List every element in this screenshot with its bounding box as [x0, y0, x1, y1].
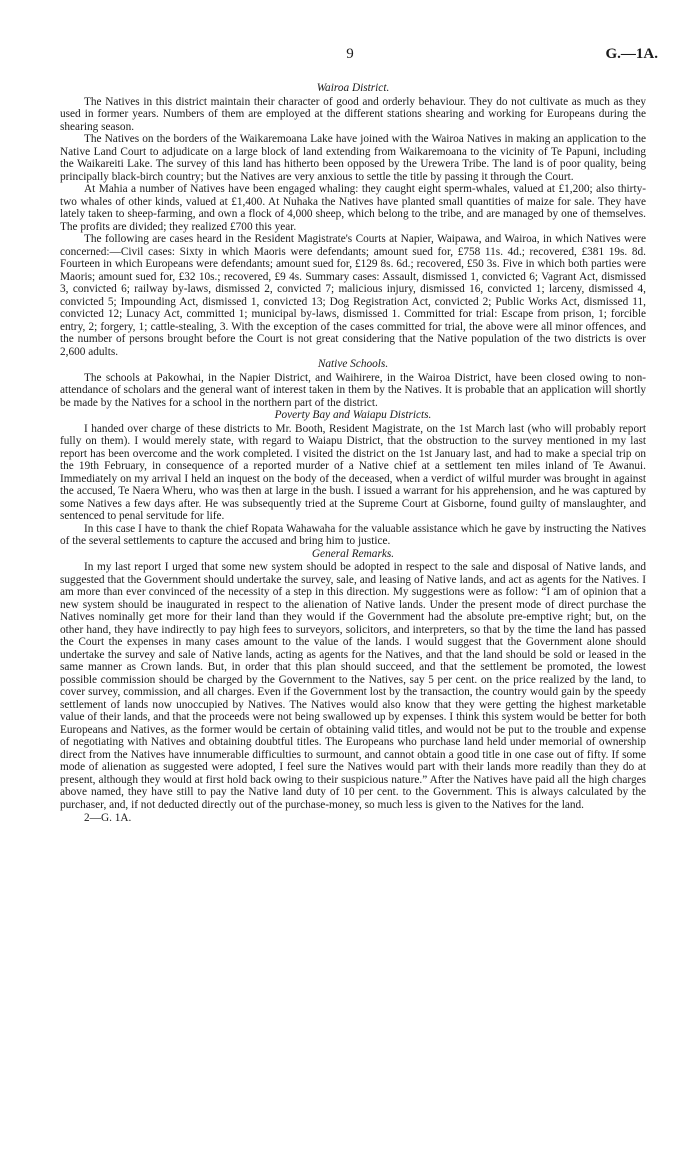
document-body: [60, 82, 646, 825]
paragraph: In this case I have to thank the chief Ropata Wahawaha for the valuable assistance which he gave by instructing the Natives of the several settlements to capture the accused and bring him to justice.: [60, 522, 646, 547]
signature-code: 2—G. 1A.: [84, 812, 132, 824]
section-title-general-remarks: General Remarks.: [311, 547, 395, 560]
paragraph: In my last report I urged that some new system should be adopted in respect to the sale and disposal of Native lands, and suggested that the Government should undertake the survey, sale, and leasing of Native lands, and act as agents for the Natives. I am more than ever convinced of the necessity of a step in this direction. My suggestions were as follow: “I am of opinion that a new system should be inaugurated in respect to the alienation of Native lands. Under the present mode of direct purchase the Natives nominally get more for their land than they would if the Government had the absolute pre-emptive right; but, on the other hand, they have indirectly to pay high fees to surveyors, solicitors, and interpreters, so that by the time the land has passed the Court the expenses in many cases amount to the value of the lands. I would suggest that the Government alone should undertake the survey and sale of Native lands, acting as agents for the Natives, and that the land should be sold or leased in the same manner as Crown lands. But, in order that this plan should succeed, and that the settlement be promoted, the lowest possible commission should be charged by the Government to the Natives, say 5 per cent. on the price realized by the land, to cover survey, commission, and all charges. Even if the Government lost by the transaction, the country would gain by the speedy settlement of lands now unoccupied by Natives. The Natives would also know that they were getting the highest marketable value of their lands, and that the proceeds were not being swallowed up by expenses. I think this system would be better for both Europeans and Natives, as the former would be certain of obtaining valid titles, and would not be put to the trouble and expense of negotiating with Natives and obtaining doubtful titles. The Europeans who purchase land held under memorial of ownership direct from the Natives have innumerable difficulties to surmount, and cannot obtain a good title in one case out of fifty. If some mode of alienation as suggested were adopted, I feel sure the Natives would part with their lands more readily than they do at present, although they would at first hold back owing to their suspicious nature.” After the Natives have paid all the high charges above named, they have still to pay the Native land duty of 10 per cent. to the Government. This is always calculated by the purchaser, and, if not deducted directly out of the purchase-money, so much less is given to the Natives for the land.: [60, 561, 646, 811]
paragraph: At Mahia a number of Natives have been engaged whaling: they caught eight sperm-whales, valued at £1,200; also thirty-two whales of other kinds, valued at £1,400. At Nuhaka the Natives have planted small quantities of maize for sale. They have lately taken to sheep-farming, and own a flock of 4,000 sheep, which belong to the tribe, and are managed by one of themselves. The profits are divided; they realized £700 this year.: [60, 183, 646, 233]
page-header: [0, 46, 700, 66]
paragraph: I handed over charge of these districts to Mr. Booth, Resident Magistrate, on the 1st March last (who will probably report fully on them). I would merely state, with regard to Waiapu District, that the obstruction to the survey mentioned in my last report has been overcome and the work completed. I visited the district on the 1st January last, and had to make a special trip on the 19th February, in consequence of a reported murder of a Native chief at a settlement ten miles inland of Te Awanui. Immediately on my arrival I held an inquest on the body of the deceased, when a verdict of wilful murder was brought in against the accused, Te Naera Wheru, who was then at large in the bush. I issued a warrant for his apprehension, and he was captured by some Natives a few days after. He was subsequently tried at the Supreme Court at Gisborne, found guilty of manslaughter, and sentenced to penal servitude for life.: [60, 422, 646, 522]
paragraph: The Natives on the borders of the Waikaremoana Lake have joined with the Wairoa Natives in making an application to the Native Land Court to adjudicate on a large block of land extending from Waikaremoana to the vicinity of Te Papuni, including the Waikareiti Lake. The survey of this land has hitherto been opposed by the Urewera Tribe. The land is of poor quality, being principally black-birch country; but the Natives are very anxious to settle the title by passing it through the Court.: [60, 133, 646, 183]
paragraph: The following are cases heard in the Resident Magistrate's Courts at Napier, Waipawa, and Wairoa, in which Natives were concerned:—Civil cases: Sixty in which Maoris were defendants; amount sued for, £758 11s. 4d.; recovered, £381 19s. 8d. Fourteen in which Europeans were defendants; amount sued for, £129 8s. 6d.; recovered, £50 3s. Five in which both parties were Maoris; amount sued for, £32 10s.; recovered, £9 4s. Summary cases: Assault, dismissed 1, convicted 6; Vagrant Act, dismissed 3, convicted 6; railway by-laws, dismissed 2, convicted 7; malicious injury, dismissed 16, convicted 1; larceny, dismissed 4, convicted 5; Impounding Act, dismissed 1, convicted 13; Dog Registration Act, convicted 2; Public Works Act, dismissed 11, convicted 12; Lunacy Act, committed 1; municipal by-laws, dismissed 1. Committed for trial: Escape from prison, 1; forcible entry, 2; forgery, 1; cattle-stealing, 3. With the exception of the cases committed for trial, the above were all minor offences, and the number of persons brought before the Court is not great considering that the Native population of the two districts is over 2,600 adults.: [60, 233, 646, 358]
paragraph: The Natives in this district maintain their character of good and orderly behaviour. They do not cultivate as much as they used in former years. Numbers of them are employed at the different stations shearing and working for Europeans during the shearing season.: [60, 95, 646, 133]
report-code: G.—1A.: [605, 46, 658, 62]
section-title-native-schools: Native Schools.: [317, 358, 389, 370]
page-number: 9: [346, 46, 354, 62]
section-title-poverty-bay-waiapu: Poverty Bay and Waiapu Districts.: [274, 409, 432, 421]
section-title-wairoa-district: Wairoa District.: [316, 82, 390, 94]
paragraph: The schools at Pakowhai, in the Napier District, and Waihirere, in the Wairoa District, have been closed owing to non-attendance of scholars and the general want of interest taken in them by the Natives. It is probable that an application will shortly be made by the Natives for a school in the northern part of the district.: [60, 371, 646, 409]
